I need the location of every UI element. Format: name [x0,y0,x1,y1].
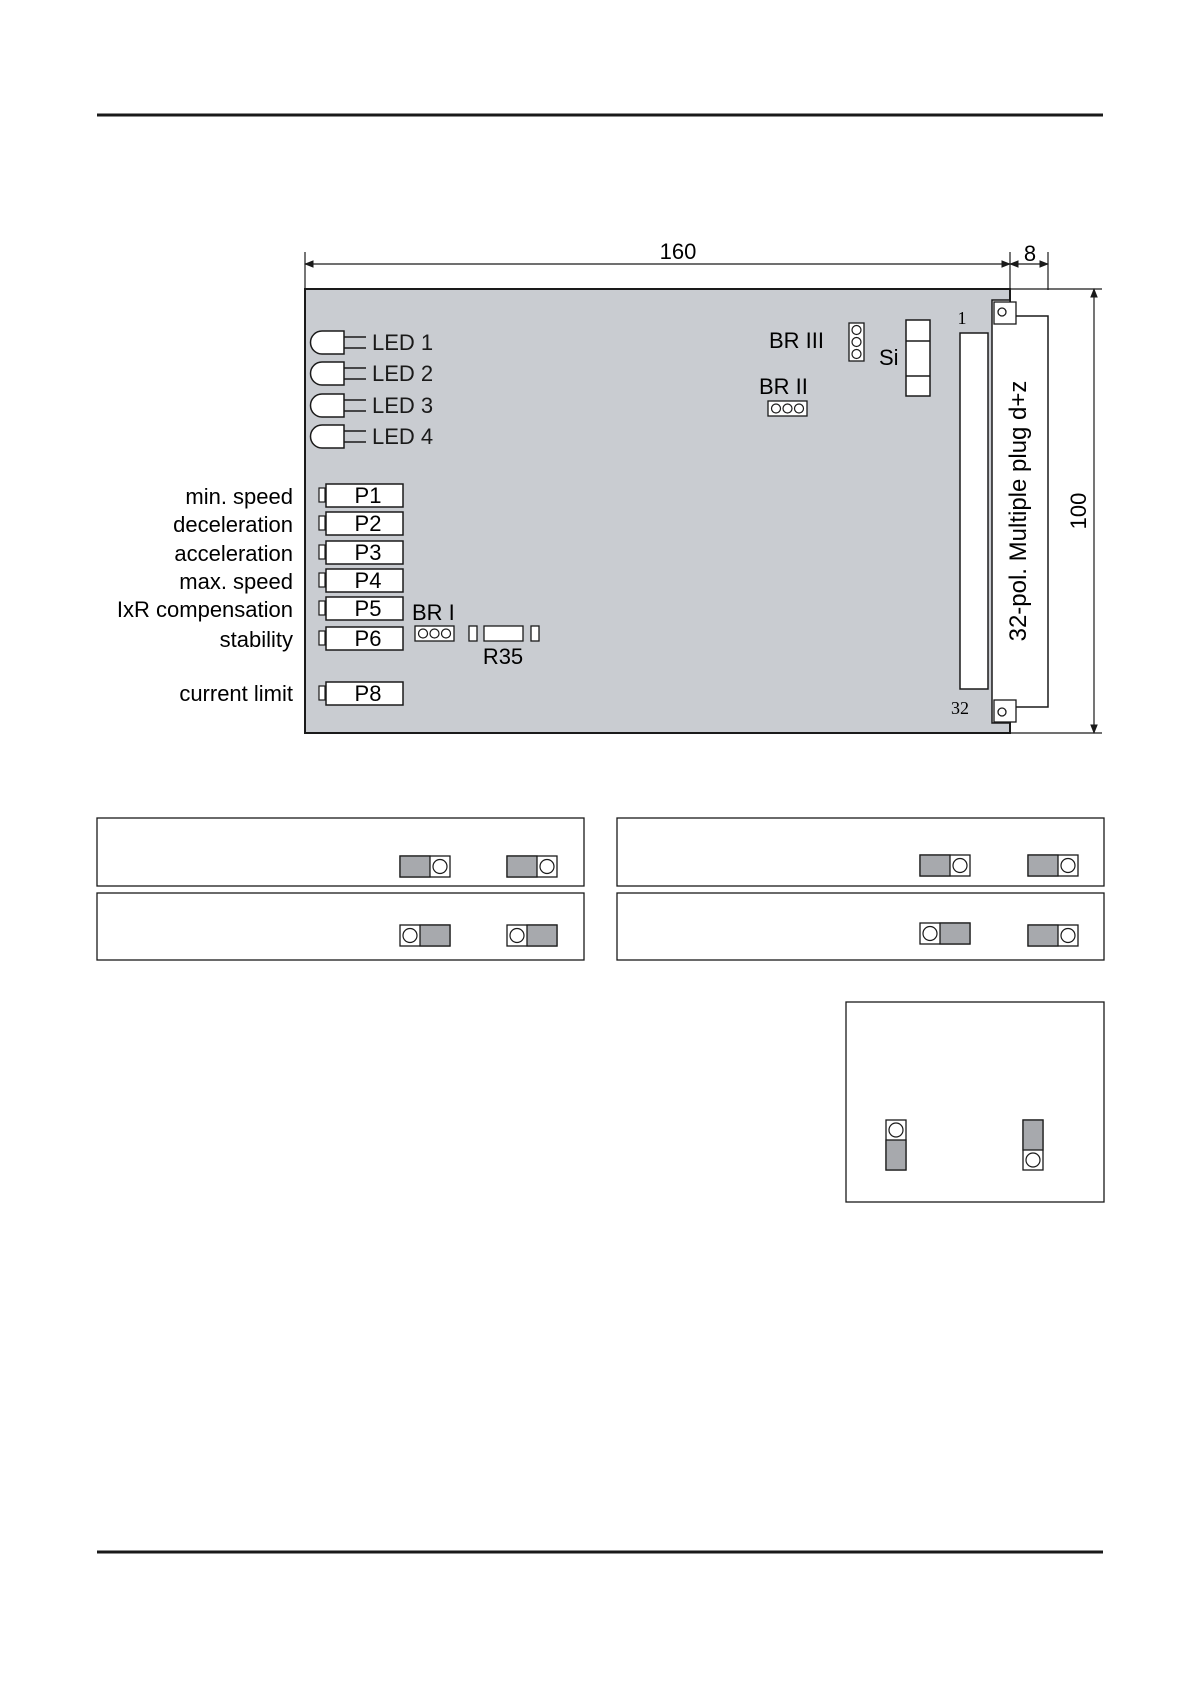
connector [951,300,1048,723]
pot-function-label: acceleration [174,541,293,566]
pot-p4 [179,568,403,594]
pot-name: P1 [354,483,382,508]
jumper-symbol-vertical [1023,1120,1043,1170]
jumper-symbol [400,856,450,877]
jumper-symbol-vertical [886,1120,906,1170]
led-icon [311,425,345,448]
setting-box-4 [617,893,1104,960]
pot-p1 [185,483,403,509]
dimension-width-label: 160 [659,239,697,264]
pot-name: P6 [354,626,382,651]
jumper-br2-label: BR II [759,374,808,399]
led-1 [311,330,434,355]
jumper-setting-boxes [97,818,1104,1202]
dimension-connector-label: 8 [1023,241,1037,266]
pot-name: P4 [354,568,382,593]
connector-pin-last: 32 [951,698,969,718]
jumper-symbol [1028,925,1078,946]
pot-p3 [174,540,403,566]
led-icon [311,394,345,417]
led-2 [311,361,434,386]
jumper-symbol [920,855,970,876]
pot-p2 [173,511,403,537]
setting-box-5 [846,1002,1104,1202]
pot-name: P5 [354,596,382,621]
fuse-label: Si [879,345,899,370]
jumper-symbol [400,925,450,946]
pot-p5 [117,596,403,622]
jumper-br1-label: BR I [412,600,455,625]
jumper-br3-label: BR III [769,328,825,353]
resistor-r35-label: R35 [482,644,524,669]
connector-body [960,333,988,689]
led-label: LED 1 [372,330,434,355]
pot-function-label: IxR compensation [116,597,293,622]
jumper-symbol [507,925,557,946]
pot-name: P3 [354,540,382,565]
dimension-height-label: 100 [1066,492,1091,530]
led-4 [311,424,434,449]
pot-function-label: stability [219,627,293,652]
led-icon [311,362,344,385]
led-label: LED 3 [372,393,434,418]
pot-name: P2 [354,511,382,536]
pot-function-label: deceleration [173,512,293,537]
connector-label: 32-pol. Multiple plug d+z [1005,380,1032,642]
led-label: LED 4 [372,424,434,449]
setting-box-2 [617,818,1104,886]
pot-function-label: current limit [179,681,293,706]
led-icon [311,331,345,354]
jumper-symbol [507,856,557,877]
pot-name: P8 [354,681,382,706]
led-3 [311,393,434,418]
led-label: LED 2 [372,361,434,386]
pot-function-label: min. speed [185,484,293,509]
connector-pin-first: 1 [957,308,967,328]
jumper-symbol [920,923,970,944]
setting-box-1 [97,818,584,886]
pot-function-label: max. speed [179,569,293,594]
jumper-symbol [1028,855,1078,876]
pot-p8 [179,681,403,706]
circuit-board [305,289,1010,733]
jumper-br1 [412,600,455,641]
setting-box-3 [97,893,584,960]
